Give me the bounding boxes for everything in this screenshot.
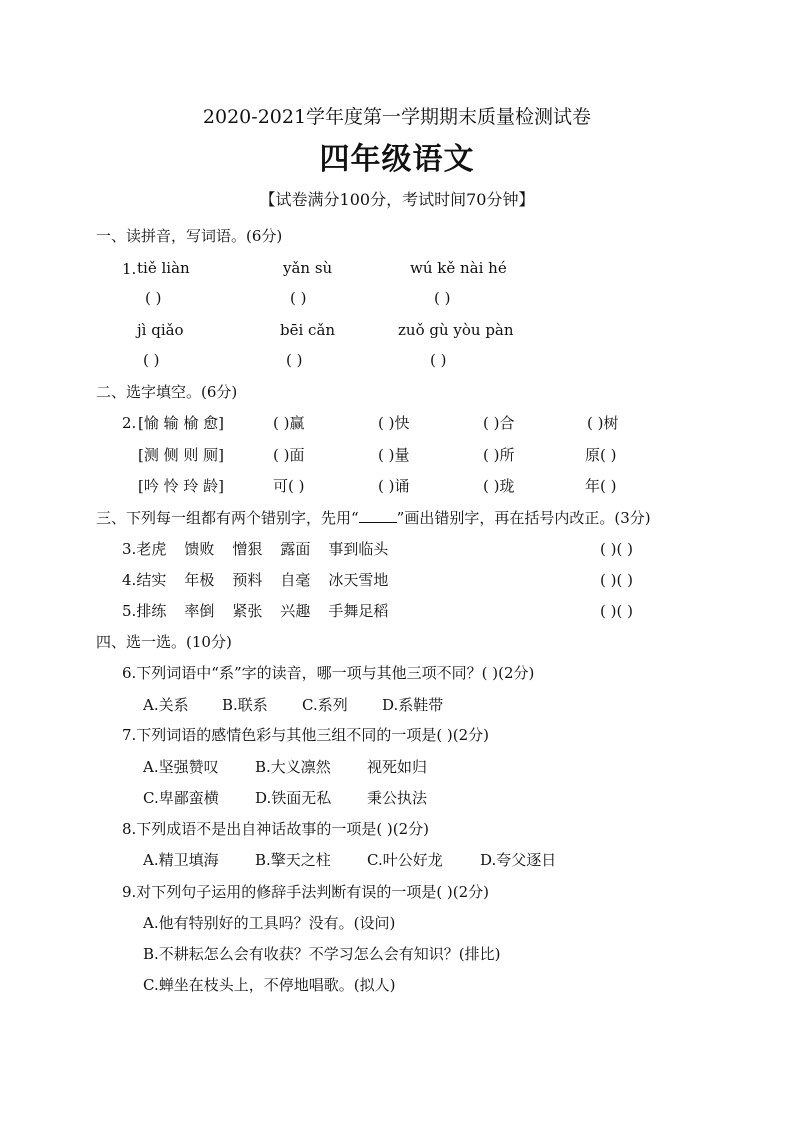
char-group-3: [吟 怜 玲 龄] bbox=[138, 477, 225, 495]
exam-info: 【试卷满分100分，考试时间70分钟】 bbox=[259, 190, 535, 209]
fill-item[interactable]: 可( ) bbox=[273, 477, 305, 495]
option[interactable]: D.夸父逐日 bbox=[480, 851, 557, 869]
option[interactable]: B.大义凛然 bbox=[255, 758, 331, 776]
word[interactable]: 紧张 bbox=[232, 602, 263, 620]
exam-title: 2020-2021学年度第一学期期末质量检测试卷 bbox=[202, 106, 592, 128]
pinyin-4: jì qiǎo bbox=[137, 321, 184, 339]
section-3-heading-end: ”画出错别字，再在括号内改正。(3分) bbox=[396, 509, 651, 527]
option[interactable]: A.坚强赞叹 bbox=[143, 758, 219, 776]
fill-item[interactable]: ( )所 bbox=[483, 446, 515, 464]
word[interactable]: 排练 bbox=[136, 602, 167, 620]
word[interactable]: 冰天雪地 bbox=[328, 571, 389, 589]
section-4-heading: 四、选一选。(10分) bbox=[96, 633, 232, 651]
correction-blanks[interactable]: ( )( ) bbox=[600, 571, 633, 589]
option[interactable]: C.叶公好龙 bbox=[367, 851, 443, 869]
fill-item[interactable]: 年( ) bbox=[585, 477, 617, 495]
q4-row bbox=[122, 573, 388, 588]
subject-title: 四年级语文 bbox=[319, 142, 475, 177]
section-3-heading bbox=[96, 510, 651, 526]
pinyin-1: tiě liàn bbox=[137, 259, 190, 277]
word[interactable]: 结实 bbox=[136, 571, 167, 589]
word[interactable]: 事到临头 bbox=[328, 540, 389, 558]
question-number: 4. bbox=[122, 571, 137, 589]
word[interactable]: 兴趣 bbox=[280, 602, 311, 620]
option[interactable]: C.系列 bbox=[302, 696, 348, 714]
q2-label: 2. bbox=[122, 414, 137, 432]
pinyin-3: wú kě nài hé bbox=[410, 259, 507, 277]
option[interactable]: A.精卫填海 bbox=[143, 851, 219, 869]
answer-blank-3[interactable]: ( ) bbox=[434, 289, 451, 307]
section-1-heading: 一、读拼音，写词语。(6分) bbox=[96, 227, 283, 245]
fill-item[interactable]: ( )面 bbox=[273, 446, 305, 464]
word[interactable]: 自毫 bbox=[280, 571, 311, 589]
answer-blank-4[interactable]: ( ) bbox=[143, 351, 160, 369]
pinyin-6: zuǒ gù yòu pàn bbox=[398, 321, 514, 339]
option[interactable]: D.铁面无私 bbox=[255, 789, 332, 807]
option: 秉公执法 bbox=[367, 789, 428, 807]
underline-marker bbox=[359, 510, 397, 523]
word[interactable]: 露面 bbox=[280, 540, 311, 558]
section-2-heading: 二、选字填空。(6分) bbox=[96, 383, 238, 401]
q7-stem: 7.下列词语的感情色彩与其他三组不同的一项是( )(2分) bbox=[122, 726, 490, 744]
correction-blanks[interactable]: ( )( ) bbox=[600, 540, 633, 558]
fill-item[interactable]: ( )合 bbox=[483, 414, 515, 432]
option[interactable]: D.系鞋带 bbox=[382, 696, 444, 714]
word[interactable]: 年极 bbox=[184, 571, 215, 589]
fill-item[interactable]: ( )赢 bbox=[273, 414, 305, 432]
word[interactable]: 馈败 bbox=[184, 540, 215, 558]
fill-item[interactable]: 原( ) bbox=[585, 446, 617, 464]
answer-blank-2[interactable]: ( ) bbox=[290, 289, 307, 307]
answer-blank-5[interactable]: ( ) bbox=[286, 351, 303, 369]
word[interactable]: 老虎 bbox=[136, 540, 167, 558]
word[interactable]: 憎狠 bbox=[232, 540, 263, 558]
section-3-heading-start: 三、下列每一组都有两个错别字，先用“ bbox=[96, 509, 359, 527]
word[interactable]: 率倒 bbox=[184, 602, 215, 620]
q5-row bbox=[122, 604, 388, 619]
option[interactable]: B.擎天之柱 bbox=[255, 851, 331, 869]
correction-blanks[interactable]: ( )( ) bbox=[600, 602, 633, 620]
q9-stem: 9.对下列句子运用的修辞手法判断有误的一项是( )(2分) bbox=[122, 883, 490, 901]
q6-stem: 6.下列词语中“系”字的读音，哪一项与其他三项不同？( )(2分) bbox=[122, 664, 535, 682]
fill-item[interactable]: ( )诵 bbox=[378, 477, 410, 495]
question-number: 3. bbox=[122, 540, 137, 558]
q3-row bbox=[122, 542, 388, 557]
answer-blank-1[interactable]: ( ) bbox=[145, 289, 162, 307]
fill-item[interactable]: ( )树 bbox=[587, 414, 619, 432]
answer-blank-6[interactable]: ( ) bbox=[430, 351, 447, 369]
option: 视死如归 bbox=[367, 758, 428, 776]
option[interactable]: A.他有特别好的工具吗？没有。(设问) bbox=[143, 914, 396, 932]
option[interactable]: C.蝉坐在枝头上，不停地唱歌。(拟人) bbox=[143, 976, 396, 994]
option[interactable]: C.卑鄙蛮横 bbox=[143, 789, 219, 807]
word[interactable]: 预料 bbox=[232, 571, 263, 589]
pinyin-2: yǎn sù bbox=[283, 259, 333, 277]
option[interactable]: B.联系 bbox=[222, 696, 268, 714]
option[interactable]: A.关系 bbox=[143, 696, 189, 714]
char-group-1: [愉 输 榆 愈] bbox=[138, 414, 225, 432]
fill-item[interactable]: ( )快 bbox=[378, 414, 410, 432]
word[interactable]: 手舞足稻 bbox=[328, 602, 389, 620]
option[interactable]: B.不耕耘怎么会有收获？不学习怎么会有知识？(排比) bbox=[143, 945, 501, 963]
pinyin-5: bēi cǎn bbox=[280, 321, 336, 339]
char-group-2: [测 侧 则 厕] bbox=[138, 446, 225, 464]
question-number: 5. bbox=[122, 602, 137, 620]
fill-item[interactable]: ( )量 bbox=[378, 446, 410, 464]
fill-item[interactable]: ( )珑 bbox=[483, 477, 515, 495]
q1-label: 1. bbox=[122, 260, 137, 278]
q8-stem: 8.下列成语不是出自神话故事的一项是( )(2分) bbox=[122, 820, 430, 838]
